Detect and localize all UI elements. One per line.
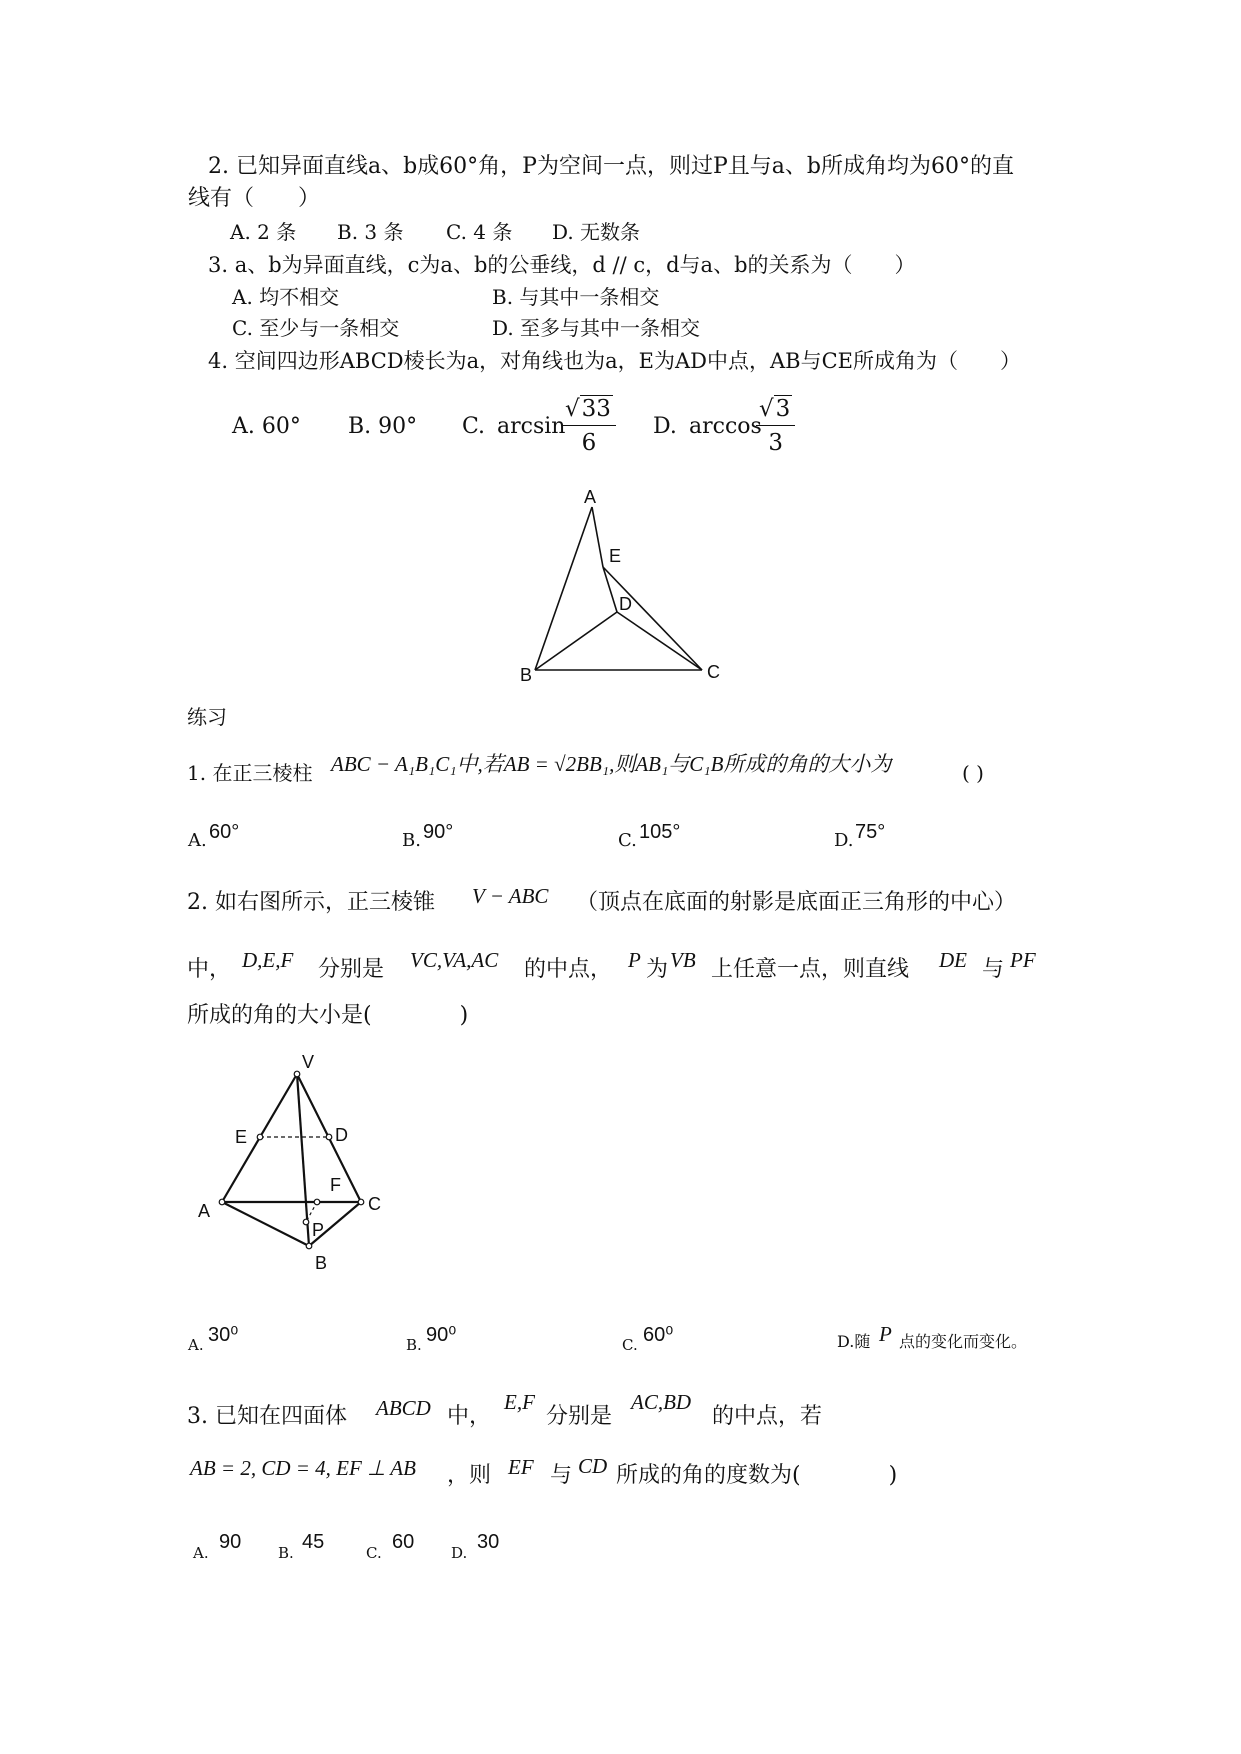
q3-option-d: D. 至多与其中一条相交 xyxy=(492,316,701,340)
p2-line2-math-segments: VC,VA,AC xyxy=(410,948,499,972)
p2-line2-math-vb: VB xyxy=(670,948,696,972)
q3-option-c: C. 至少与一条相交 xyxy=(232,316,400,340)
practice-heading: 练习 xyxy=(187,705,227,729)
p3-line1-math-acbd: AC,BD xyxy=(631,1390,692,1414)
p2-line2-text-f: 与 xyxy=(982,957,1005,982)
p2-option-c-value: 60⁰ xyxy=(643,1324,674,1346)
q4-option-b: B. 90° xyxy=(348,414,418,439)
p2-option-d-math: P xyxy=(879,1322,892,1346)
p3-line1-text-a: 中， xyxy=(447,1404,492,1429)
p1-stem-math: ABC − A₁B₁C₁中,若AB = √2BB₁,则AB₁与C₁B所成的角的大小为 xyxy=(331,752,892,776)
q2-option-b: B. 3 条 xyxy=(337,220,404,244)
p3-line2-math-conditions: AB = 2, CD = 4, EF ⊥ AB xyxy=(190,1456,416,1480)
edge-bd xyxy=(535,612,617,670)
radical-sign: √ xyxy=(565,396,580,422)
p1-option-b-value: 90° xyxy=(423,821,454,843)
vertex-label-b: B xyxy=(520,665,533,685)
p3-option-b-letter: B. xyxy=(278,1544,294,1562)
p3-option-b-value: 45 xyxy=(302,1531,325,1553)
q4-option-c-denominator: 6 xyxy=(581,430,597,456)
p2-option-c-letter: C. xyxy=(622,1336,638,1354)
p3-line2-text-b: 与 xyxy=(550,1463,573,1488)
p2-line2-math-pf: PF xyxy=(1010,948,1036,972)
edge-ae xyxy=(592,507,603,567)
p1-option-c-value: 105° xyxy=(639,821,681,843)
vertex-label-e: E xyxy=(609,546,622,566)
p2-line1-prefix: 2. 如右图所示，正三棱锥 xyxy=(187,890,435,915)
p3-option-d-letter: D. xyxy=(451,1544,468,1562)
p3-line1-math-abcd: ABCD xyxy=(376,1396,431,1420)
q2-stem-line2: 线有（ ） xyxy=(188,186,321,211)
radical-sign: √ xyxy=(759,396,774,422)
edge-ab xyxy=(222,1202,309,1246)
p2-option-b-value: 90⁰ xyxy=(426,1324,457,1346)
vertex-label-f: F xyxy=(330,1175,341,1195)
p1-paren: ( ) xyxy=(962,761,984,785)
vertex-label-c: C xyxy=(368,1194,381,1214)
p2-option-a-value: 30⁰ xyxy=(208,1324,239,1346)
vertex-label-b: B xyxy=(315,1253,328,1273)
p2-line2-text-a: 中， xyxy=(187,957,232,982)
q4-option-c-prefix: C. xyxy=(462,414,486,439)
vertex-label-d: D xyxy=(619,594,632,614)
p3-line2-text-a: ，则 xyxy=(447,1463,492,1488)
q4-stem: 4. 空间四边形ABCD棱长为a，对角线也为a，E为AD中点，AB与CE所成角为（ ） xyxy=(208,349,1021,373)
p3-line1-text-b: 分别是 xyxy=(546,1404,613,1429)
p1-option-b-letter: B. xyxy=(402,830,421,851)
p2-line2-text-c: 的中点， xyxy=(524,957,613,982)
p2-option-d-suffix: 点的变化而变化。 xyxy=(899,1332,1028,1351)
p1-option-d-letter: D. xyxy=(834,830,854,851)
q4-option-d-denominator: 3 xyxy=(768,430,783,456)
p3-option-c-letter: C. xyxy=(366,1544,382,1562)
p1-option-c-letter: C. xyxy=(618,830,637,851)
vertex-label-a: A xyxy=(198,1201,211,1221)
p3-line1-text-c: 的中点，若 xyxy=(712,1404,823,1429)
p2-line2-math-def: D,E,F xyxy=(242,948,294,972)
p2-line2-math-p: P xyxy=(628,948,641,972)
q2-option-a: A. 2 条 xyxy=(230,220,297,244)
p3-line1-prefix: 3. 已知在四面体 xyxy=(187,1404,347,1429)
vertex-label-e: E xyxy=(235,1127,248,1147)
p1-option-a-value: 60° xyxy=(209,821,240,843)
q2-option-c: C. 4 条 xyxy=(446,220,513,244)
q4-option-c-numerator: 33 xyxy=(581,396,611,422)
q2-option-d: D. 无数条 xyxy=(552,220,641,244)
p2-line1-math: V − ABC xyxy=(472,884,549,908)
q4-option-d-prefix: D. xyxy=(653,414,677,439)
p1-option-d-value: 75° xyxy=(855,821,886,843)
p1-stem-prefix: 1. 在正三棱柱 xyxy=(187,761,313,785)
p2-line2-text-e: 上任意一点，则直线 xyxy=(711,957,910,982)
q3-option-b: B. 与其中一条相交 xyxy=(492,285,660,309)
p3-line2-text-c: 所成的角的度数为( ) xyxy=(616,1463,898,1488)
p2-option-b-letter: B. xyxy=(406,1336,422,1354)
vertex-label-c: C xyxy=(707,662,720,682)
q2-stem-line1: 2. 已知异面直线a、b成60°角，P为空间一点，则过P且与a、b所成角均为60°的直 xyxy=(208,154,1014,179)
q4-option-d-fraction xyxy=(756,396,795,456)
p2-option-d-prefix: D.随 xyxy=(837,1332,871,1351)
q3-option-a: A. 均不相交 xyxy=(232,285,340,309)
edge-dc xyxy=(617,612,702,670)
p2-line2-math-de: DE xyxy=(939,948,967,972)
edge-ec xyxy=(603,567,702,670)
p2-option-a-letter: A. xyxy=(188,1336,204,1354)
p2-line1-suffix: （顶点在底面的射影是底面正三角形的中心） xyxy=(576,890,1017,915)
vertex-label-d: D xyxy=(335,1125,348,1145)
q4-option-d-func: arccos xyxy=(689,414,762,439)
p3-option-a-letter: A. xyxy=(193,1544,209,1562)
q4-option-a: A. 60° xyxy=(232,414,301,439)
p3-line1-math-ef: E,F xyxy=(504,1390,535,1414)
p2-line2-text-b: 分别是 xyxy=(318,957,385,982)
p2-line3: 所成的角的大小是( ) xyxy=(187,1003,469,1028)
p3-line2-math-cd: CD xyxy=(578,1454,608,1478)
q4-option-d-numerator: 3 xyxy=(775,396,791,422)
q4-tetrahedron-figure xyxy=(515,485,745,685)
q4-option-c-func: arcsin xyxy=(497,414,566,439)
p2-pyramid-figure xyxy=(190,1050,420,1280)
vertex-label-a: A xyxy=(584,487,597,507)
vertex-label-p: P xyxy=(312,1220,325,1240)
p2-line2-text-d: 为 xyxy=(646,957,669,982)
p3-line2-math-ef: EF xyxy=(508,1455,534,1479)
vertex-label-v: V xyxy=(302,1052,315,1072)
p3-option-d-value: 30 xyxy=(477,1531,500,1553)
p3-option-a-value: 90 xyxy=(219,1531,242,1553)
p3-option-c-value: 60 xyxy=(392,1531,415,1553)
p1-option-a-letter: A. xyxy=(188,830,207,851)
q3-stem: 3. a、b为异面直线，c为a、b的公垂线，d // c，d与a、b的关系为（ ） xyxy=(208,253,916,277)
edge-ab xyxy=(535,507,592,670)
q4-option-c-fraction xyxy=(562,396,616,456)
